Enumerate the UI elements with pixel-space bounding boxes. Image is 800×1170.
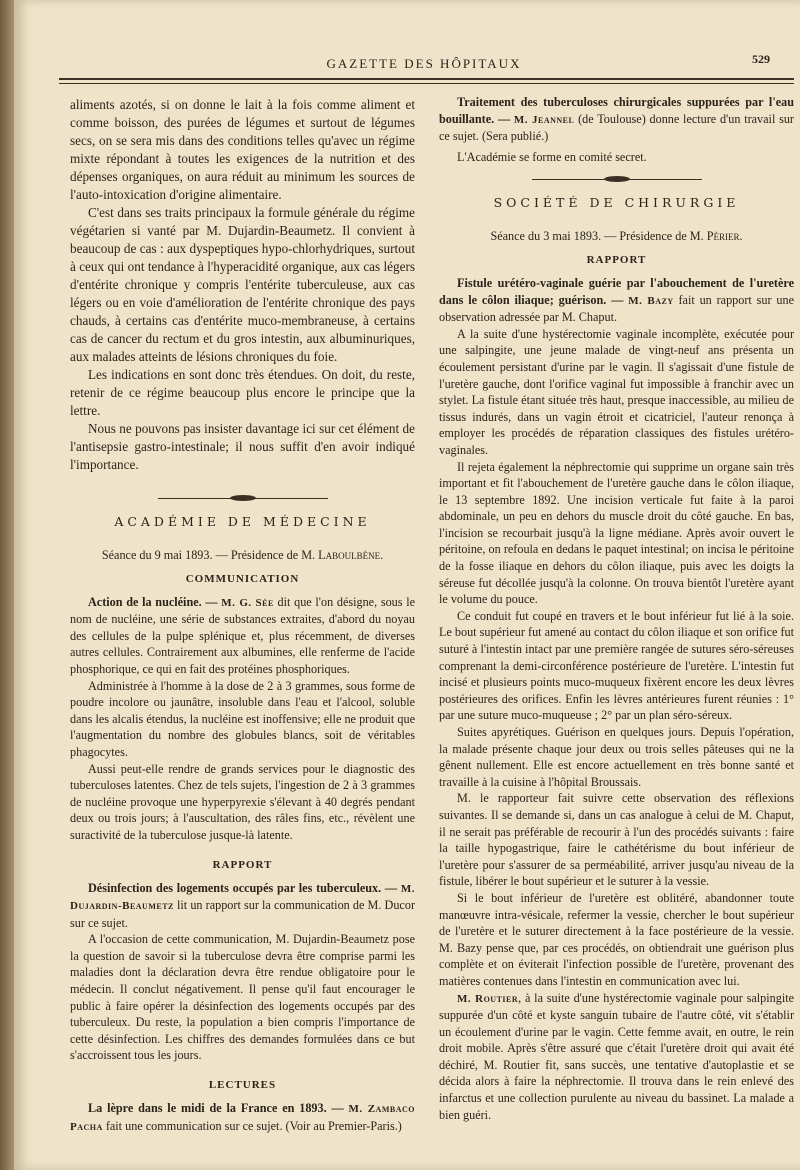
paragraph: C'est dans ses traits principaux la formule générale du régime végétarien si vanté par M. Dujardin-Beaumetz. Il convient à beaucoup de cas : aux dyspeptiques hypo-chlorhydriques, surtout à ceux qui ont tendance à l'hyperacidité organique, aux cas légers d'entérite chronique y compris l'entérite tuberculeuse, aux cas légers ou en voie d'amélioration de l'entérite chronique des pays chauds, à certains cas d'entérite muco-membraneuse, à certains cas de cancer du rectum et du gros intestin, aux albuminuriques, aux malades atteints de lésions chroniques du foie. bbox=[70, 205, 415, 364]
article-lepre bbox=[70, 1100, 415, 1135]
article-author: M. G. Sée bbox=[221, 596, 274, 609]
article-text: dit que l'on désigne, sous le nom de nucléine, une série de substances extraites, d'abord du noyau des cellules de la pulpe splénique et, plus récemment, de diverses autres cellules. Contrairement aux albumines, elle renferme de l'acide phosphorique, ce qui en fait des protéines phosphoriques. bbox=[70, 594, 416, 676]
president-name: Périer. bbox=[706, 229, 743, 244]
article-desinfection bbox=[70, 880, 415, 932]
article-fistule bbox=[439, 275, 794, 326]
paragraph: A la suite d'une hystérectomie vaginale incomplète, exécutée pour une salpingite, une jeune malade de vingt-neuf ans présenta un écoulement persistant d'urine par le vagin. Il s'agissait d'une fistule de l'uretère gauche, dont l'orifice vaginal fut impossible à franchir avec un stylet. La fistule étant située très haut, presque inaccessible, au milieu de tissus indurés, dans un vagin étroit et cicatriciel, l'auteur renonça à employer les procédés de réparation classiques des fistules urétéro-vaginales. bbox=[439, 326, 794, 457]
article-author: M. Zambaco Pacha bbox=[70, 1103, 416, 1133]
section-separator bbox=[158, 498, 328, 499]
subheading-rapport: RAPPORT bbox=[586, 253, 647, 266]
paragraph: Aussi peut-elle rendre de grands services pour le diagnostic des tuberculoses latentes. Chez de tels sujets, l'ingestion de 2 à 3 grammes de nucléine provoque une hyperpyrexie s'élevant à 40 degrés pendant deux ou trois jours; à l'auscultation, des râles fins, etc., révèlent une suractivité de la tuberculose jusque-là latente. bbox=[70, 761, 415, 842]
article-routier bbox=[439, 990, 794, 1124]
paragraph: Suites apyrétiques. Guérison en quelques jours. Depuis l'opération, la malade présente chaque jour deux ou trois selles pâteuses qui ne la gênent nullement. Elle est encore actuellement en très bonne santé et travaille à la cuisine à l'hôpital Broussais. bbox=[439, 725, 794, 789]
book-spine-edge bbox=[0, 0, 14, 1170]
article-title: Traitement des tuberculoses chirurgicales suppurées par l'eau bouillante. — bbox=[439, 95, 794, 126]
paragraph: Il rejeta également la néphrectomie qui supprime un organe sain très important et fit l'abouchement de l'uretère gauche dans le côlon iliaque, le 13 septembre 1892. Une incision verticale fut faite à la paroi abdominale, un peu en dehors du muscle droit du côté gauche. En bas, l'incision se recourbait jusqu'à la ligne médiane. Après avoir ouvert le péritoine, on refoula en dedans le paquet intestinal; on incisa le péritoine de la fosse iliaque en dehors du côlon iliaque, puis avec les doigts la séreuse fut décollée jusqu'à la colonne. On trouva bientôt l'uretère ayant le volume du pouce. bbox=[439, 459, 794, 607]
section-separator bbox=[532, 179, 702, 180]
article-author: M. Jeannel bbox=[513, 113, 575, 126]
article-author: M. Dujardin-Beaumetz bbox=[70, 882, 415, 913]
seance-line bbox=[439, 228, 794, 245]
president-name: Laboulbène. bbox=[318, 548, 384, 562]
header-rule-thin bbox=[59, 83, 794, 84]
paragraph: Administrée à l'homme à la dose de 2 à 3 grammes, sous forme de poudre incolore ou jaunâtre, insoluble dans l'eau et l'alcool, soluble dans les alcalis étendus, la nucléine est inoffensive; elle ne produit que l'augmentation du nombre des globules blancs, soit de véritables phagocytes. bbox=[70, 678, 415, 759]
newspaper-page bbox=[14, 0, 800, 1170]
article-author: M. Bazy bbox=[628, 294, 674, 307]
paragraph: M. le rapporteur fait suivre cette observation des réflexions suivantes. Il se demande si, dans un cas analogue à celui de M. Chaput, il ne serait pas préférable de recourir à l'un des procédés suivants : faire la taille hypogastrique, faire le cathétérisme du bout inférieur de l'uretère pour s'assurer de sa perméabilité, arriver jusqu'au niveau de la fistule, libérer le bout supérieur et le suturer à la vessie. bbox=[439, 791, 794, 889]
subheading-communication: COMMUNICATION bbox=[185, 572, 300, 585]
journal-title: GAZETTE DES HÔPITAUX bbox=[326, 56, 522, 71]
seance-text: Séance du 9 mai 1893. — Présidence de M. bbox=[101, 548, 319, 562]
article-text: , à la suite d'une hystérectomie vaginale pour salpingite suppurée d'un côté et kyste sanguin tubaire de l'autre côté, vit s'établir un écoulement d'urine par le vagin. Cette femme avait, en outre, le rein droit mobile. Après s'être assuré que c'était l'uretère droit qui avait été déchiré, M. Routier fit, sans succès, une tentative d'autoplastie et se décida alors à faire la néphrectomie. Il trouva dans le rein enlevé des infarctus et une collection purulente au niveau du bassinet. La malade a bien guéri. bbox=[439, 990, 794, 1122]
article-title: Fistule urétéro-vaginale guérie par l'abouchement de l'uretère dans le côlon iliaque; guérison. — bbox=[439, 275, 794, 307]
right-column bbox=[439, 94, 794, 1123]
article-traitement bbox=[439, 94, 794, 145]
section-title-societe: SOCIÉTÉ DE CHIRURGIE bbox=[493, 195, 740, 211]
subheading-lectures: LECTURES bbox=[208, 1079, 277, 1092]
article-title: Action de la nucléine. — bbox=[88, 594, 222, 609]
article-text: lit un rapport sur la communication de M. Ducor sur ce sujet. bbox=[70, 898, 415, 930]
paragraph: Les indications en sont donc très étendues. On doit, du reste, retenir de ce régime beaucoup plus encore le principe que la lettre. bbox=[70, 367, 415, 418]
paragraph: Nous ne pouvons pas insister davantage ici sur cet élément de l'antisepsie gastro-intestinale; il nous suffit d'en avoir indiqué l'importance. bbox=[70, 421, 415, 472]
article-text: fait un rapport sur une observation adressée par M. Chaput. bbox=[439, 292, 794, 325]
paragraph: Ce conduit fut coupé en travers et le bout inférieur fut lié à la soie. Le bout supérieur fut amené au contact du côlon iliaque et son orifice fut suturé à l'intestin intact par une première rangée de sutures séro-séreuses comprenant la demi-circonférence postérieure de l'uretère. L'intestin fut incisé et plusieurs points muco-muqueux fixèrent encore les deux lèvres postérieures des orifices. Enfin les lèvres antérieures furent réunies : 1° par une suture muco-muqueuse ; 2° par un plan séro-séreux. bbox=[439, 608, 795, 723]
paragraph: aliments azotés, si on donne le lait à la fois comme aliment et comme boisson, des purées de légumes et surtout de légumes secs, on se sera mis dans des conditions telles qu'avec un régime mixte répondant à toutes les exigences de la nutrition et des dépenses organiques, on aura réduit au minimum les sources de l'auto-intoxication d'origine alimentaire. bbox=[70, 97, 415, 202]
section-title-academie: ACADÉMIE DE MÉDECINE bbox=[114, 514, 371, 529]
paragraph: L'Académie se forme en comité secret. bbox=[457, 149, 647, 164]
subheading-rapport: RAPPORT bbox=[212, 858, 273, 871]
article-author: M. Routier bbox=[457, 992, 519, 1005]
page-header bbox=[14, 52, 800, 76]
article-title: La lèpre dans le midi de la France en 1893. — bbox=[88, 1101, 349, 1116]
paragraph: Si le bout inférieur de l'uretère est oblitéré, abandonner toute manœuvre intra-vésicale, refermer la vessie, chercher le bout supérieur de l'uretère et le suturer directement à la face postérieure de la vessie. M. Bazy pense que, par ces procédés, on obtiendrait une guérison plus complète et on éviterait l'infection possible de l'uretère, provenant des matières contenues dans l'intestin en communication avec lui. bbox=[439, 890, 794, 988]
left-column bbox=[70, 96, 415, 1135]
article-nucleine bbox=[70, 594, 415, 678]
header-rule bbox=[59, 78, 794, 80]
article-text: fait une communication sur ce sujet. (Voir au Premier-Paris.) bbox=[102, 1118, 402, 1133]
article-title: Désinfection des logements occupés par les tuberculeux. — bbox=[88, 880, 401, 895]
page-number: 529 bbox=[752, 52, 770, 66]
article-text: (de Toulouse) donne lecture d'un travail sur ce sujet. (Sera publié.) bbox=[439, 111, 794, 144]
seance-line bbox=[70, 547, 415, 564]
paragraph: A l'occasion de cette communication, M. Dujardin-Beaumetz pose la question de savoir si la tuberculose devra être comprise parmi les maladies dont la déclaration devra être rendue obligatoire pour le médecin. Il conclut négativement. Il pense qu'il faut encourager le public à faire opérer la désinfection des logements occupés par des tuberculeux. Du reste, la population a bien compris l'importance de cette désinfection. Les chiffres des demandes formulées dans ce but s'accroissent tous les jours. bbox=[70, 932, 415, 1063]
seance-text: Séance du 3 mai 1893. — Présidence de M. bbox=[490, 229, 707, 244]
